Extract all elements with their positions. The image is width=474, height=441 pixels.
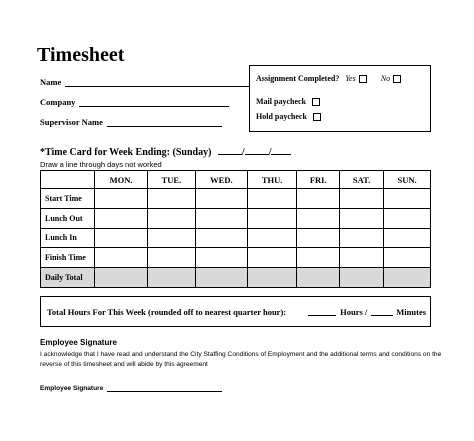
time-entry-cell[interactable] (95, 248, 148, 268)
assignment-box (249, 65, 431, 132)
time-entry-cell[interactable] (95, 268, 148, 288)
time-entry-cell[interactable] (340, 248, 384, 268)
signature-input-line[interactable] (107, 384, 222, 392)
time-entry-cell[interactable] (148, 268, 196, 288)
time-entry-cell[interactable] (195, 228, 247, 248)
assignment-completed-label: Assignment Completed? (256, 74, 340, 83)
day-header-tue: TUE. (148, 171, 196, 189)
day-header-wed: WED. (195, 171, 247, 189)
page-title: Timesheet (37, 44, 125, 66)
mail-paycheck-row (256, 97, 320, 106)
name-field-row (40, 77, 250, 87)
time-entry-cell[interactable] (148, 228, 196, 248)
company-input-line[interactable] (79, 98, 229, 107)
row-label: Lunch In (41, 228, 95, 248)
name-label: Name (40, 77, 62, 87)
time-entry-cell[interactable] (384, 268, 431, 288)
mail-paycheck-checkbox[interactable] (312, 98, 320, 106)
day-header-thu: THU. (248, 171, 297, 189)
time-entry-cell[interactable] (340, 208, 384, 228)
table-row (41, 228, 431, 248)
mail-paycheck-label: Mail paycheck (256, 97, 306, 106)
total-hours-box (40, 296, 431, 327)
day-header-sat: SAT. (340, 171, 384, 189)
time-entry-cell[interactable] (384, 228, 431, 248)
time-entry-cell[interactable] (95, 189, 148, 209)
day-header-fri: FRI. (297, 171, 340, 189)
row-label: Finish Time (41, 248, 95, 268)
time-entry-cell[interactable] (384, 189, 431, 209)
table-row (41, 248, 431, 268)
yes-label: Yes (345, 74, 356, 83)
minutes-unit-label: Minutes (396, 306, 427, 317)
row-label: Daily Total (41, 268, 95, 288)
hours-unit-label: Hours / (340, 306, 368, 317)
yes-checkbox[interactable] (359, 75, 367, 83)
time-entry-cell[interactable] (95, 208, 148, 228)
time-entry-cell[interactable] (297, 248, 340, 268)
row-label: Start Time (41, 189, 95, 209)
timecard-heading: *Time Card for Week Ending: (Sunday) (40, 147, 212, 158)
hold-paycheck-checkbox[interactable] (313, 113, 321, 121)
table-row (41, 189, 431, 209)
time-entry-cell[interactable] (340, 189, 384, 209)
time-entry-cell[interactable] (297, 228, 340, 248)
time-entry-cell[interactable] (297, 208, 340, 228)
time-entry-cell[interactable] (248, 228, 297, 248)
hours-blank[interactable] (308, 307, 336, 316)
time-entry-cell[interactable] (148, 248, 196, 268)
time-entry-cell[interactable] (340, 228, 384, 248)
time-entry-cell[interactable] (95, 228, 148, 248)
acknowledgement-text: I acknowledge that I have read and understand the City Staffing Conditions of Employment and the additional terms and conditions on the reverse of this timesheet and will abide by this agreement (40, 351, 442, 368)
company-field-row (40, 97, 229, 107)
time-entry-cell[interactable] (195, 208, 247, 228)
timecard-note: Draw a line through days not worked (40, 160, 162, 169)
no-checkbox[interactable] (393, 75, 401, 83)
company-label: Company (40, 97, 76, 107)
time-entry-cell[interactable] (248, 248, 297, 268)
hold-paycheck-label: Hold paycheck (256, 112, 307, 121)
corner-cell (41, 171, 95, 189)
time-entry-cell[interactable] (248, 208, 297, 228)
week-year-blank[interactable] (271, 146, 291, 155)
time-entry-cell[interactable] (340, 268, 384, 288)
row-label: Lunch Out (41, 208, 95, 228)
time-entry-cell[interactable] (248, 268, 297, 288)
time-entry-cell[interactable] (148, 208, 196, 228)
supervisor-field-row (40, 117, 222, 127)
signature-section-title: Employee Signature (40, 338, 117, 347)
table-row (41, 268, 431, 288)
time-entry-cell[interactable] (384, 248, 431, 268)
table-row (41, 208, 431, 228)
time-entry-cell[interactable] (384, 208, 431, 228)
time-entry-cell[interactable] (195, 268, 247, 288)
day-header-sun: SUN. (384, 171, 431, 189)
supervisor-input-line[interactable] (107, 118, 222, 127)
table-header-row (41, 171, 431, 189)
minutes-blank[interactable] (371, 307, 393, 316)
hold-paycheck-row (256, 112, 321, 121)
time-entry-cell[interactable] (148, 189, 196, 209)
timecard-table (40, 170, 431, 288)
week-day-blank[interactable] (245, 146, 269, 155)
time-entry-cell[interactable] (248, 189, 297, 209)
time-entry-cell[interactable] (195, 189, 247, 209)
week-month-blank[interactable] (218, 146, 242, 155)
day-header-mon: MON. (95, 171, 148, 189)
time-entry-cell[interactable] (297, 268, 340, 288)
timecard-heading-row: *Time Card for Week Ending: (Sunday) / / (40, 146, 291, 158)
signature-line-row (40, 384, 222, 392)
time-entry-cell[interactable] (195, 248, 247, 268)
time-entry-cell[interactable] (297, 189, 340, 209)
name-input-line[interactable] (65, 78, 250, 87)
no-label: No (380, 74, 391, 83)
supervisor-label: Supervisor Name (40, 117, 103, 127)
signature-line-label: Employee Signature (40, 385, 104, 392)
total-hours-label: Total Hours For This Week (rounded off to nearest quarter hour): (47, 306, 287, 317)
assignment-completed-row (256, 74, 401, 83)
